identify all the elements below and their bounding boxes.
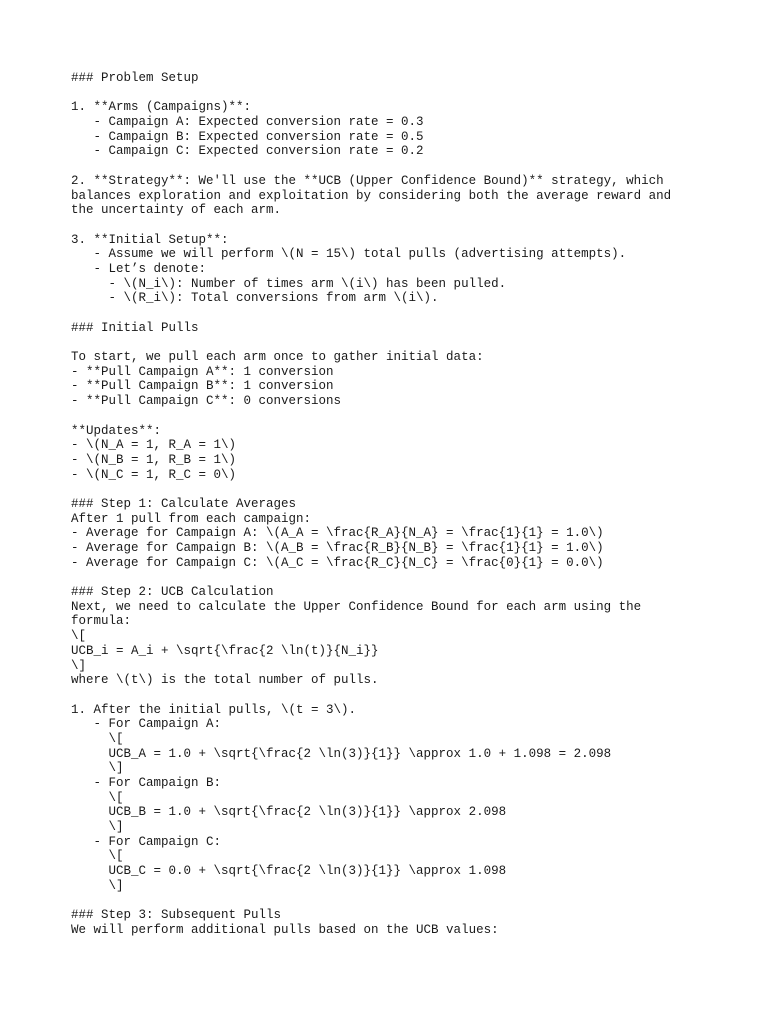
text-line: formula:	[71, 614, 132, 629]
text-line: 2. **Strategy**: We'll use the **UCB (Upper Confidence Bound)** strategy, which	[71, 173, 664, 188]
text-line: UCB_B = 1.0 + \sqrt{\frac{2 \ln(3)}{1}} \approx 2.098	[71, 805, 507, 820]
text-line: - **Pull Campaign A**: 1 conversion	[71, 364, 334, 379]
text-line: - \(N_A = 1, R_A = 1\)	[71, 438, 237, 453]
text-line: the uncertainty of each arm.	[71, 203, 282, 218]
text-line: - **Pull Campaign B**: 1 conversion	[71, 379, 334, 394]
text-line: 1. **Arms (Campaigns)**:	[71, 100, 252, 115]
section-heading: ### Step 2: UCB Calculation	[71, 585, 274, 600]
text-line: - Let’s denote:	[71, 261, 207, 276]
text-line: - \(N_i\): Number of times arm \(i\) has been pulled.	[71, 276, 507, 291]
section-heading: ### Initial Pulls	[71, 320, 199, 335]
blank-line	[71, 409, 711, 424]
text-line: - For Campaign B:	[71, 776, 222, 790]
text-line: \]	[71, 820, 124, 835]
text-line: After 1 pull from each campaign:	[71, 511, 312, 526]
text-line: \[	[71, 790, 124, 805]
text-line: - \(N_B = 1, R_B = 1\)	[71, 452, 237, 467]
text-line: \[	[71, 731, 124, 746]
text-line: \]	[71, 878, 124, 893]
text-line: - Campaign C: Expected conversion rate = 0.2	[71, 144, 424, 159]
text-line: To start, we pull each arm once to gather initial data:	[71, 350, 484, 365]
blank-line	[71, 218, 711, 233]
text-line: - Campaign A: Expected conversion rate = 0.3	[71, 115, 424, 130]
blank-line	[71, 570, 711, 585]
text-line: \[	[71, 849, 124, 864]
blank-line	[71, 335, 711, 350]
text-line: - Assume we will perform \(N = 15\) total pulls (advertising attempts).	[71, 247, 627, 262]
text-line: \]	[71, 761, 124, 776]
text-line: We will perform additional pulls based on the UCB values:	[71, 922, 499, 937]
text-line: UCB_A = 1.0 + \sqrt{\frac{2 \ln(3)}{1}} \approx 1.0 + 1.098 = 2.098	[71, 746, 612, 761]
text-line: - **Pull Campaign C**: 0 conversions	[71, 394, 342, 409]
text-line: - \(N_C = 1, R_C = 0\)	[71, 467, 237, 482]
text-line: \]	[71, 658, 87, 673]
text-line: where \(t\) is the total number of pulls.	[71, 673, 379, 688]
text-line: - Average for Campaign C: \(A_C = \frac{R_C}{N_C} = \frac{0}{1} = 0.0\)	[71, 555, 604, 570]
text-line: UCB_C = 0.0 + \sqrt{\frac{2 \ln(3)}{1}} \approx 1.098	[71, 864, 507, 879]
text-line: - Average for Campaign B: \(A_B = \frac{R_B}{N_B} = \frac{1}{1} = 1.0\)	[71, 541, 604, 555]
text-line: - For Campaign C:	[71, 834, 222, 849]
text-line: 1. After the initial pulls, \(t = 3\).	[71, 702, 357, 717]
text-line: - For Campaign A:	[71, 717, 222, 732]
section-heading: ### Step 3: Subsequent Pulls	[71, 908, 282, 923]
blank-line	[71, 688, 711, 703]
section-heading: ### Problem Setup	[71, 71, 199, 85]
text-line: balances exploration and exploitation by considering both the average reward and	[71, 188, 672, 203]
text-line: - \(R_i\): Total conversions from arm \(i\).	[71, 291, 439, 306]
blank-line	[71, 482, 711, 497]
blank-line	[71, 894, 711, 909]
blank-line	[71, 86, 711, 101]
text-line: - Average for Campaign A: \(A_A = \frac{R_A}{N_A} = \frac{1}{1} = 1.0\)	[71, 526, 604, 541]
text-line: \[	[71, 629, 87, 644]
blank-line	[71, 159, 711, 174]
text-line: **Updates**:	[71, 423, 162, 438]
text-line: 3. **Initial Setup**:	[71, 232, 229, 247]
blank-line	[71, 306, 711, 321]
text-line: UCB_i = A_i + \sqrt{\frac{2 \ln(t)}{N_i}}	[71, 643, 379, 658]
text-line: - Campaign B: Expected conversion rate = 0.5	[71, 129, 424, 144]
section-heading: ### Step 1: Calculate Averages	[71, 496, 297, 511]
text-line: Next, we need to calculate the Upper Confidence Bound for each arm using the	[71, 599, 642, 614]
document-body	[71, 71, 711, 938]
